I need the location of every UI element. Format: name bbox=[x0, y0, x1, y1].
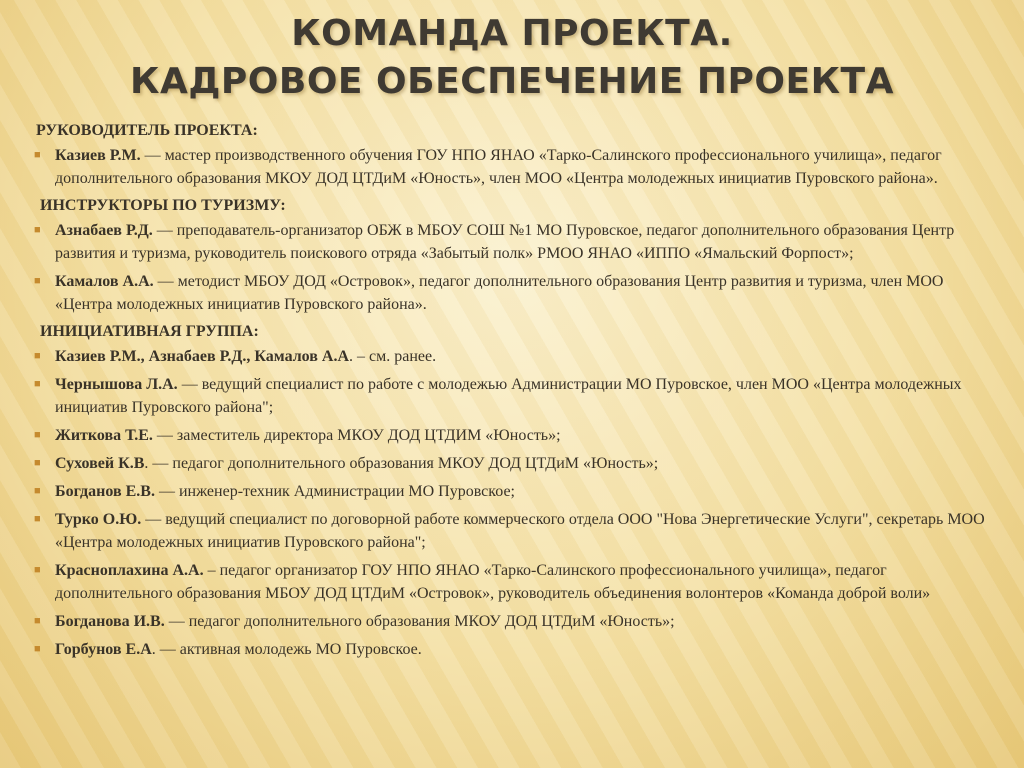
list-item: ■ Богданов Е.В. — инженер-техник Администрации МО Пуровское; bbox=[30, 480, 1002, 503]
initiative-group-list bbox=[30, 345, 1002, 661]
bullet-icon: ■ bbox=[34, 485, 41, 497]
bullet-icon: ■ bbox=[34, 513, 41, 525]
list-item: ■ Чернышова Л.А. — ведущий специалист по работе с молодежью Администрации МО Пуровское, член МОО «Центра молодежных инициатив Пуровского района"; bbox=[30, 373, 1002, 419]
bullet-icon: ■ bbox=[34, 378, 41, 390]
instructors-list bbox=[30, 219, 1002, 316]
leader-list bbox=[30, 144, 1002, 190]
list-item: ■ Казиев Р.М., Азнабаев Р.Д., Камалов А.А. – см. ранее. bbox=[30, 345, 1002, 368]
slide-content bbox=[30, 120, 1002, 666]
section-heading-initiative-group: ИНИЦИАТИВНАЯ ГРУППА: bbox=[40, 323, 259, 340]
list-item: ■ Турко О.Ю. — ведущий специалист по договорной работе коммерческого отдела ООО "Нова Энергетические Услуги", секретарь МОО «Центра молодежных инициатив Пуровского района"; bbox=[30, 508, 1002, 554]
section-heading-instructors: ИНСТРУКТОРЫ ПО ТУРИЗМУ: bbox=[40, 197, 286, 214]
bullet-icon: ■ bbox=[34, 350, 41, 362]
list-item: ■ Житкова Т.Е. — заместитель директора МКОУ ДОД ЦТДИМ «Юность»; bbox=[30, 424, 1002, 447]
list-item: ■ Казиев Р.М. — мастер производственного обучения ГОУ НПО ЯНАО «Тарко-Салинского профессионального училища», педагог дополнительного образования МКОУ ДОД ЦТДиМ «Юность», член МОО «Центра молодежных инициатив Пуровского района». bbox=[30, 144, 1002, 190]
bullet-icon: ■ bbox=[34, 275, 41, 287]
list-item: ■ Горбунов Е.А. — активная молодежь МО Пуровское. bbox=[30, 638, 1002, 661]
list-item: ■ Суховей К.В. — педагог дополнительного образования МКОУ ДОД ЦТДиМ «Юность»; bbox=[30, 452, 1002, 475]
bullet-icon: ■ bbox=[34, 429, 41, 441]
bullet-icon: ■ bbox=[34, 643, 41, 655]
section-heading-leader: РУКОВОДИТЕЛЬ ПРОЕКТА: bbox=[36, 122, 258, 139]
list-item: ■ Камалов А.А. — методист МБОУ ДОД «Островок», педагог дополнительного образования Центр развития и туризма, член МОО «Центра молодежных инициатив Пуровского района». bbox=[30, 270, 1002, 316]
bullet-icon: ■ bbox=[34, 615, 41, 627]
slide-title-line1: КОМАНДА ПРОЕКТА. bbox=[291, 13, 733, 54]
slide-title-line2: КАДРОВОЕ ОБЕСПЕЧЕНИЕ ПРОЕКТА bbox=[130, 61, 894, 102]
slide-title bbox=[0, 10, 1024, 106]
list-item: ■ Богданова И.В. — педагог дополнительного образования МКОУ ДОД ЦТДиМ «Юность»; bbox=[30, 610, 1002, 633]
bullet-icon: ■ bbox=[34, 224, 41, 236]
bullet-icon: ■ bbox=[34, 564, 41, 576]
bullet-icon: ■ bbox=[34, 457, 41, 469]
list-item: ■ Азнабаев Р.Д. — преподаватель-организатор ОБЖ в МБОУ СОШ №1 МО Пуровское, педагог дополнительного образования Центр развития и туризма, руководитель поискового отряда «Забытый полк» РМОО ЯНАО «ИППО «Ямальский Форпост»; bbox=[30, 219, 1002, 265]
list-item: ■ Красноплахина А.А. – педагог организатор ГОУ НПО ЯНАО «Тарко-Салинского профессионального училища», педагог дополнительного образования МБОУ ДОД ЦТДиМ «Островок», руководитель объединения волонтеров «Команда доброй воли» bbox=[30, 559, 1002, 605]
bullet-icon: ■ bbox=[34, 149, 41, 161]
